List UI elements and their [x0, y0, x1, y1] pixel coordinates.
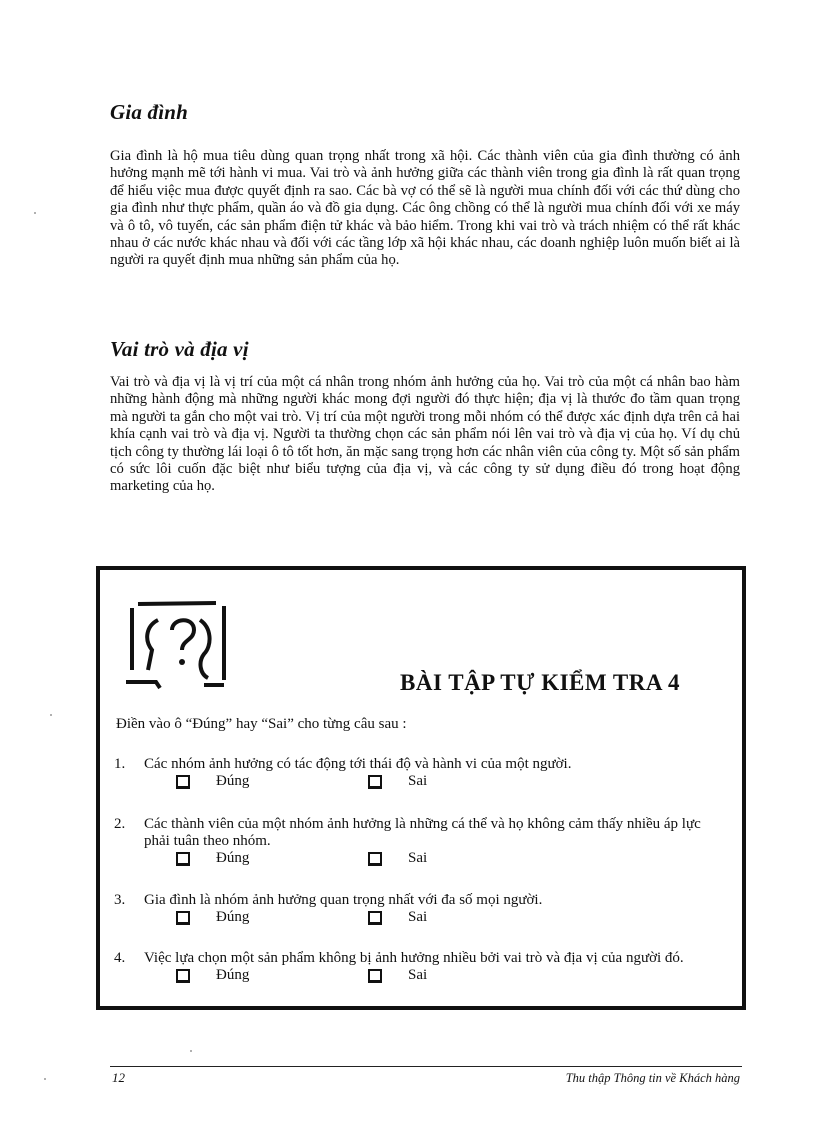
- option-true-label: Đúng: [216, 967, 250, 983]
- option-false[interactable]: [368, 850, 427, 867]
- question-text: Các thành viên của một nhóm ảnh hưởng là những cá thể và họ không cảm thấy nhiều áp lực phải tuân theo nhóm.: [144, 816, 701, 849]
- exercise-instruction: Điền vào ô “Đúng” hay “Sai” cho từng câu sau :: [116, 716, 407, 732]
- question-text: Các nhóm ảnh hưởng có tác động tới thái độ và hành vi của một người.: [144, 756, 572, 772]
- option-false-label: Sai: [408, 850, 428, 866]
- option-false-label: Sai: [408, 909, 428, 925]
- answer-options: [176, 967, 714, 985]
- question-text: Việc lựa chọn một sản phẩm không bị ảnh hưởng nhiều bởi vai trò và địa vị của người đó.: [144, 950, 684, 966]
- self-test-box: [96, 566, 746, 1010]
- checkbox-true[interactable]: [176, 969, 190, 983]
- option-true[interactable]: [176, 773, 249, 790]
- option-false-label: Sai: [408, 967, 428, 983]
- page-number: 12: [112, 1070, 125, 1085]
- answer-options: [176, 909, 714, 927]
- question-number: 2.: [114, 816, 126, 832]
- question-number: 3.: [114, 892, 126, 908]
- option-false[interactable]: [368, 909, 427, 926]
- answer-options: [176, 850, 714, 868]
- section-title-roles: Vai trò và địa vị: [110, 337, 249, 361]
- checkbox-false[interactable]: [368, 852, 382, 866]
- option-true[interactable]: [176, 967, 249, 984]
- option-true-label: Đúng: [216, 850, 250, 866]
- scan-speck: [44, 1078, 46, 1080]
- checkbox-true[interactable]: [176, 911, 190, 925]
- question-item: [114, 756, 714, 791]
- scan-speck: [34, 212, 36, 214]
- checkbox-true[interactable]: [176, 852, 190, 866]
- footer-divider: [110, 1066, 742, 1067]
- running-title: Thu thập Thông tin về Khách hàng: [565, 1071, 740, 1085]
- question-item: [114, 892, 714, 927]
- answer-options: [176, 773, 714, 791]
- option-true-label: Đúng: [216, 909, 250, 925]
- question-item: [114, 950, 714, 985]
- section-body-roles: Vai trò và địa vị là vị trí của một cá nhân trong nhóm ảnh hưởng của họ. Vai trò của một cá nhân bao hàm những hành động mà những người khác mong đợi người đó thực hiện; địa vị là thước đo tầm quan trọng mà người ta gắn cho một vai trò. Vị trí của một người trong mỗi nhóm có thể được xác định dựa trên cả hai khía cạnh vai trò và địa vị. Người ta thường chọn các sản phẩm nói lên vai trò và địa vị của họ. Ví dụ chủ tịch công ty thường lái loại ô tô tốt hơn, ăn mặc sang trọng hơn các nhân viên của công ty. Một số sản phẩm có sức lôi cuốn đặc biệt như biểu tượng của địa vị, và các công ty sử dụng điều đó trong hoạt động marketing của họ.: [110, 374, 740, 495]
- option-false[interactable]: [368, 967, 427, 984]
- section-title-family: Gia đình: [110, 100, 189, 124]
- question-number: 1.: [114, 756, 126, 772]
- question-item: [114, 816, 714, 868]
- checkbox-false[interactable]: [368, 911, 382, 925]
- checkbox-false[interactable]: [368, 969, 382, 983]
- question-number: 4.: [114, 950, 126, 966]
- question-text: Gia đình là nhóm ảnh hưởng quan trọng nhất với đa số mọi người.: [144, 892, 543, 908]
- scan-speck: [50, 714, 52, 716]
- option-false[interactable]: [368, 773, 427, 790]
- option-false-label: Sai: [408, 773, 428, 789]
- exercise-title: BÀI TẬP TỰ KIỂM TRA 4: [400, 670, 680, 695]
- option-true[interactable]: [176, 909, 249, 926]
- question-mark-head-icon: [116, 596, 236, 692]
- option-true-label: Đúng: [216, 773, 250, 789]
- checkbox-true[interactable]: [176, 775, 190, 789]
- option-true[interactable]: [176, 850, 249, 867]
- checkbox-false[interactable]: [368, 775, 382, 789]
- section-body-family: Gia đình là hộ mua tiêu dùng quan trọng nhất trong xã hội. Các thành viên của gia đình thường có ảnh hưởng mạnh mẽ tới hành vi mua. Vai trò và ảnh hưởng giữa các thành viên trong gia đình là rất quan trọng để hiểu việc mua được quyết định ra sao. Các bà vợ có thể sẽ là người mua chính đối với các thứ dùng cho gia đình như thực phẩm, quần áo và đồ gia dụng. Các ông chồng có thể là người mua chính đối với xe máy và ô tô, vô tuyến, các sản phẩm điện tử khác và bảo hiểm. Trong khi vai trò và trách nhiệm có thể rất khác nhau ở các nước khác nhau và đối với các tầng lớp xã hội khác nhau, các doanh nghiệp luôn muốn biết ai là người ra quyết định mua những sản phẩm của họ.: [110, 148, 740, 269]
- scan-speck: [190, 1050, 192, 1052]
